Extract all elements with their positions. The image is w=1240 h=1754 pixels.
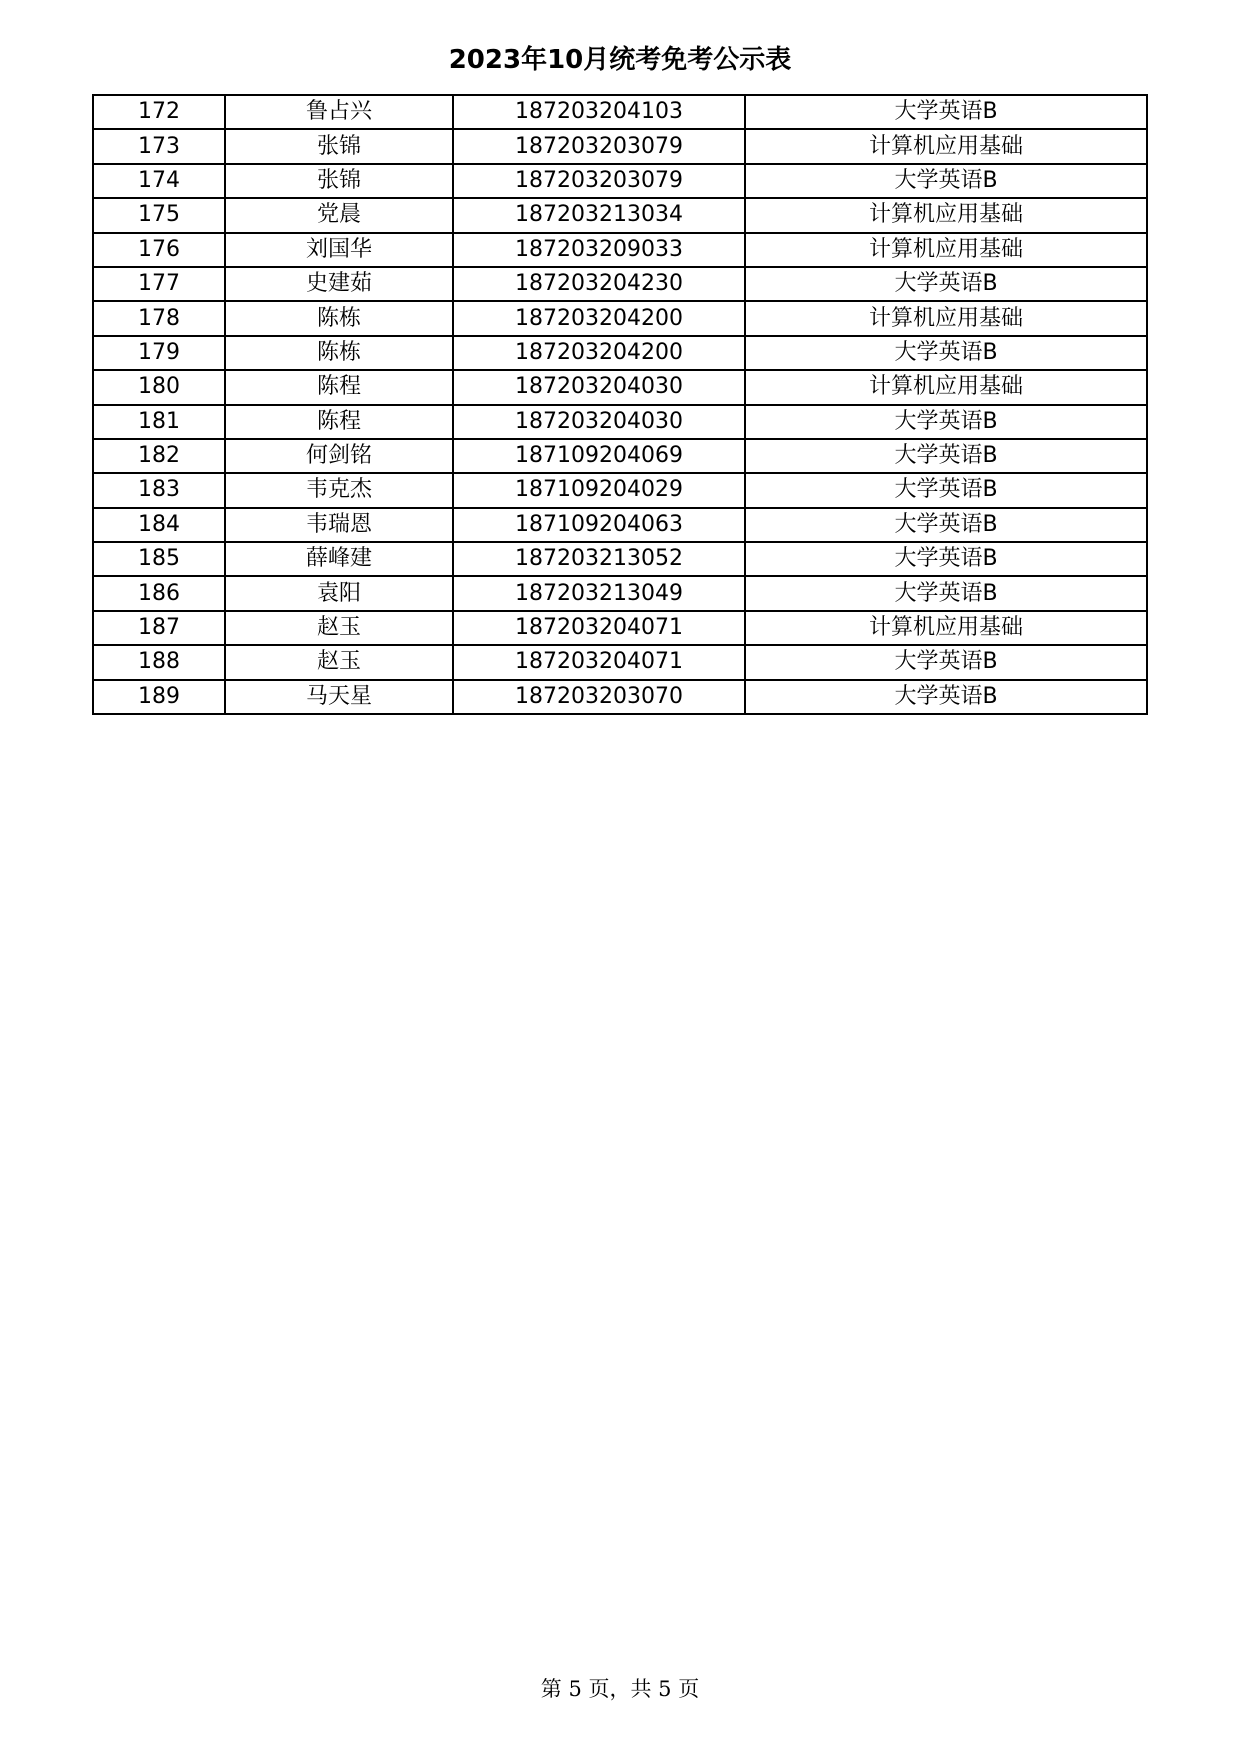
table-row [93, 439, 1147, 473]
id-cell: 187203204071 [453, 645, 745, 679]
subject-cell: 计算机应用基础 [745, 301, 1147, 335]
subject-cell: 大学英语B [745, 164, 1147, 198]
subject-cell: 计算机应用基础 [745, 370, 1147, 404]
subject-cell: 大学英语B [745, 405, 1147, 439]
table-row [93, 645, 1147, 679]
seq-cell: 173 [93, 129, 225, 163]
page-title: 2023年10月统考免考公示表 [448, 45, 792, 75]
table-row [93, 301, 1147, 335]
name-cell: 袁阳 [225, 576, 453, 610]
subject-cell: 大学英语B [745, 336, 1147, 370]
seq-cell: 174 [93, 164, 225, 198]
id-cell: 187203204030 [453, 405, 745, 439]
table-body [93, 95, 1147, 714]
subject-cell: 大学英语B [745, 267, 1147, 301]
table-row [93, 473, 1147, 507]
seq-cell: 189 [93, 680, 225, 714]
seq-cell: 183 [93, 473, 225, 507]
table-row [93, 267, 1147, 301]
name-cell: 陈程 [225, 370, 453, 404]
name-cell: 马天星 [225, 680, 453, 714]
id-cell: 187203213052 [453, 542, 745, 576]
table-row [93, 233, 1147, 267]
subject-cell: 大学英语B [745, 439, 1147, 473]
table-row [93, 370, 1147, 404]
table-row [93, 576, 1147, 610]
id-cell: 187203203079 [453, 164, 745, 198]
id-cell: 187203204200 [453, 336, 745, 370]
seq-cell: 175 [93, 198, 225, 232]
id-cell: 187203204071 [453, 611, 745, 645]
id-cell: 187203203070 [453, 680, 745, 714]
exemption-table [92, 94, 1148, 715]
id-cell: 187109204029 [453, 473, 745, 507]
subject-cell: 大学英语B [745, 508, 1147, 542]
name-cell: 赵玉 [225, 645, 453, 679]
name-cell: 韦克杰 [225, 473, 453, 507]
subject-cell: 计算机应用基础 [745, 129, 1147, 163]
table-row [93, 680, 1147, 714]
table-row [93, 95, 1147, 129]
name-cell: 刘国华 [225, 233, 453, 267]
id-cell: 187109204063 [453, 508, 745, 542]
name-cell: 陈程 [225, 405, 453, 439]
name-cell: 韦瑞恩 [225, 508, 453, 542]
name-cell: 陈栋 [225, 336, 453, 370]
table-row [93, 129, 1147, 163]
table-row [93, 405, 1147, 439]
seq-cell: 178 [93, 301, 225, 335]
seq-cell: 176 [93, 233, 225, 267]
id-cell: 187203203079 [453, 129, 745, 163]
seq-cell: 177 [93, 267, 225, 301]
page-footer: 第 5 页，共 5 页 [540, 1677, 700, 1701]
seq-cell: 182 [93, 439, 225, 473]
subject-cell: 大学英语B [745, 542, 1147, 576]
name-cell: 何剑铭 [225, 439, 453, 473]
seq-cell: 187 [93, 611, 225, 645]
name-cell: 赵玉 [225, 611, 453, 645]
table-row [93, 198, 1147, 232]
seq-cell: 185 [93, 542, 225, 576]
seq-cell: 179 [93, 336, 225, 370]
seq-cell: 172 [93, 95, 225, 129]
subject-cell: 大学英语B [745, 576, 1147, 610]
table-row [93, 611, 1147, 645]
subject-cell: 大学英语B [745, 645, 1147, 679]
id-cell: 187203204230 [453, 267, 745, 301]
id-cell: 187203204103 [453, 95, 745, 129]
name-cell: 张锦 [225, 164, 453, 198]
id-cell: 187203213034 [453, 198, 745, 232]
seq-cell: 184 [93, 508, 225, 542]
name-cell: 陈栋 [225, 301, 453, 335]
seq-cell: 188 [93, 645, 225, 679]
seq-cell: 180 [93, 370, 225, 404]
subject-cell: 计算机应用基础 [745, 611, 1147, 645]
seq-cell: 181 [93, 405, 225, 439]
name-cell: 史建茹 [225, 267, 453, 301]
id-cell: 187203209033 [453, 233, 745, 267]
id-cell: 187203204030 [453, 370, 745, 404]
id-cell: 187203204200 [453, 301, 745, 335]
name-cell: 党晨 [225, 198, 453, 232]
subject-cell: 计算机应用基础 [745, 198, 1147, 232]
table-row [93, 508, 1147, 542]
subject-cell: 大学英语B [745, 473, 1147, 507]
id-cell: 187203213049 [453, 576, 745, 610]
subject-cell: 计算机应用基础 [745, 233, 1147, 267]
seq-cell: 186 [93, 576, 225, 610]
name-cell: 张锦 [225, 129, 453, 163]
id-cell: 187109204069 [453, 439, 745, 473]
name-cell: 鲁占兴 [225, 95, 453, 129]
table-row [93, 542, 1147, 576]
subject-cell: 大学英语B [745, 95, 1147, 129]
subject-cell: 大学英语B [745, 680, 1147, 714]
table-row [93, 164, 1147, 198]
name-cell: 薛峰建 [225, 542, 453, 576]
table-row [93, 336, 1147, 370]
